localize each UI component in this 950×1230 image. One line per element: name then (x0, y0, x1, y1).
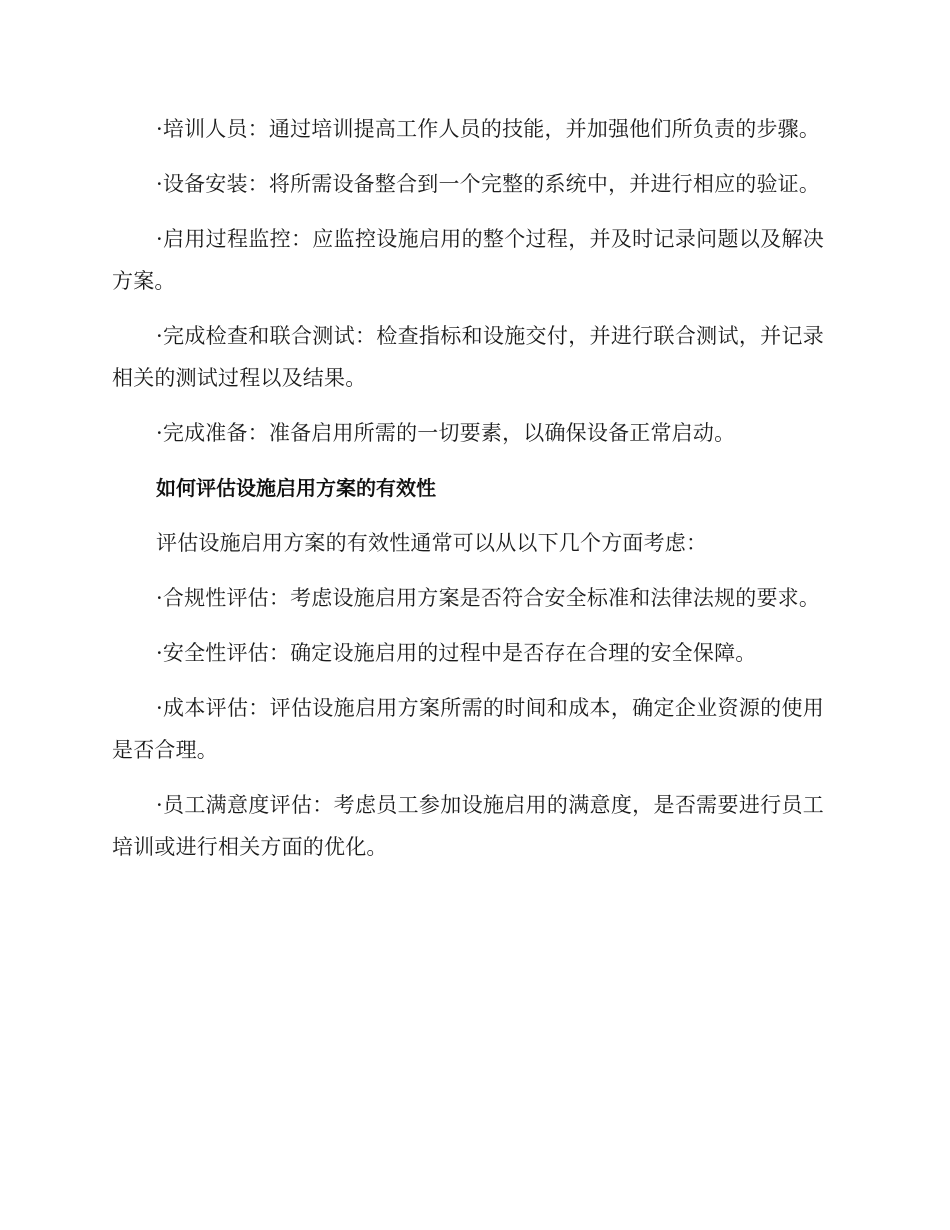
document-page (112, 108, 824, 881)
bullet-preparation: ·完成准备：准备启用所需的一切要素，以确保设备正常启动。 (156, 421, 736, 445)
bullet-cost-evaluation: ·成本评估：评估设施启用方案所需的时间和成本，确定企业资源的使用是否合理。 (112, 696, 824, 762)
bullet-safety-evaluation: ·安全性评估：确定设施启用的过程中是否存在合理的安全保障。 (156, 641, 757, 665)
section-heading: 如何评估设施启用方案的有效性 (156, 476, 436, 500)
bullet-compliance-evaluation: ·合规性评估：考虑设施启用方案是否符合安全标准和法律法规的要求。 (156, 586, 821, 610)
section-intro: 评估设施启用方案的有效性通常可以从以下几个方面考虑： (156, 531, 708, 555)
bullet-employee-satisfaction-evaluation: ·员工满意度评估：考虑员工参加设施启用的满意度，是否需要进行员工培训或进行相关方面的优化。 (112, 793, 824, 859)
bullet-inspection-joint-testing: ·完成检查和联合测试：检查指标和设施交付，并进行联合测试，并记录相关的测试过程以及结果。 (112, 324, 824, 390)
bullet-process-monitoring: ·启用过程监控：应监控设施启用的整个过程，并及时记录问题以及解决方案。 (112, 227, 824, 293)
bullet-equipment-installation: ·设备安装：将所需设备整合到一个完整的系统中，并进行相应的验证。 (156, 172, 821, 196)
bullet-training-staff: ·培训人员：通过培训提高工作人员的技能，并加强他们所负责的步骤。 (156, 117, 821, 141)
